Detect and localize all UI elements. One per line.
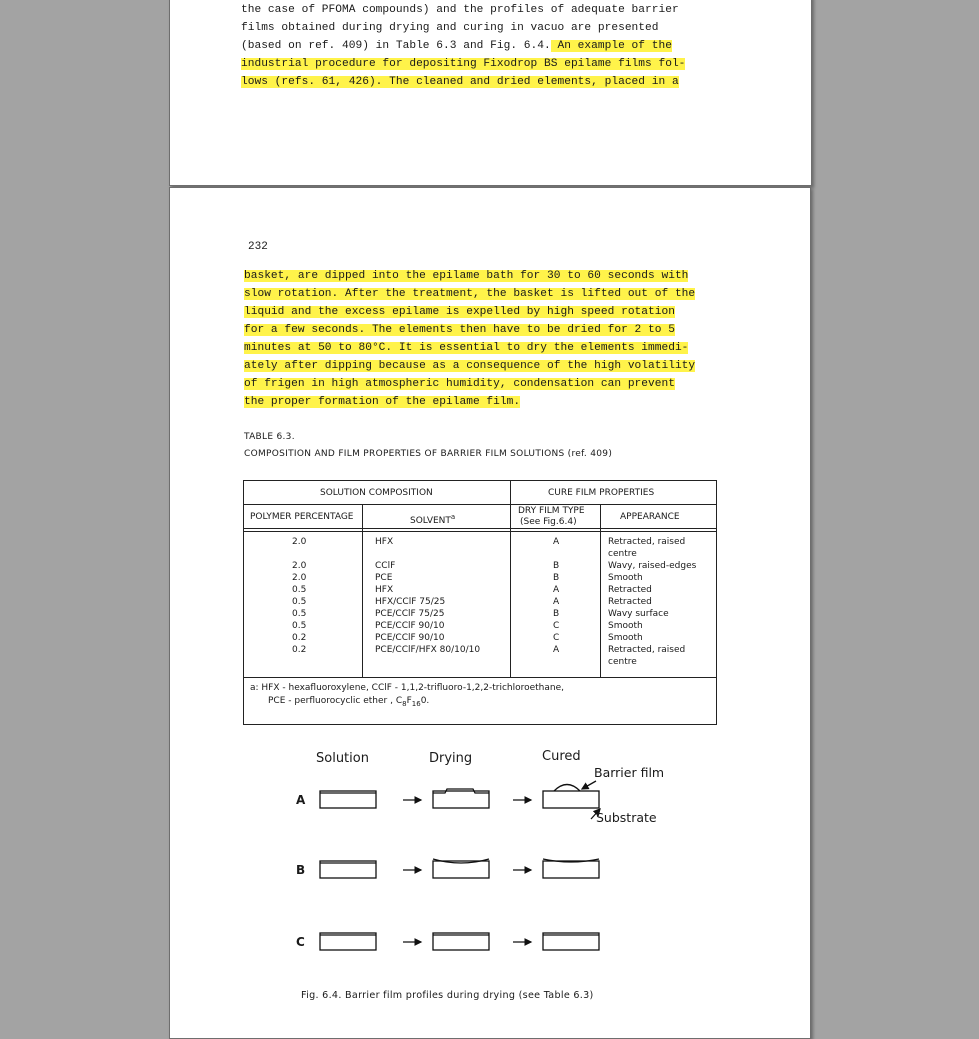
- cell-solvent: HFX: [375, 585, 394, 595]
- col-header-dry-type: DRY FILM TYPE: [518, 506, 585, 516]
- cell-solvent: PCE: [375, 573, 393, 583]
- col-header-solvent: SOLVENT$^a$: [410, 513, 456, 526]
- col-header-appearance: APPEARANCE: [620, 512, 680, 522]
- stage-label-drying: Drying: [429, 751, 473, 766]
- current-page: [169, 187, 811, 1039]
- cell-film-type: B: [553, 573, 560, 583]
- cell-film-type: A: [553, 585, 560, 595]
- text-line: the case of PFOMA compounds) and the profiles of adequate barrier: [241, 4, 679, 16]
- text-line: [241, 55, 685, 73]
- cell-solvent: PCE/CClF 75/25: [375, 609, 445, 619]
- substrate-block: [543, 861, 599, 878]
- cell-appearance: Smooth: [608, 633, 643, 643]
- cell-polymer: 0.5: [292, 585, 307, 595]
- cell-film-type: C: [553, 633, 560, 643]
- table-label: TABLE 6.3.: [244, 432, 295, 442]
- table-title: COMPOSITION AND FILM PROPERTIES OF BARRIER FILM SOLUTIONS (ref. 409): [244, 449, 613, 459]
- cell-film-type: A: [553, 537, 560, 547]
- text-line: [241, 73, 679, 91]
- cell-polymer: 2.0: [292, 573, 307, 583]
- cell-film-type: A: [553, 645, 560, 655]
- cell-solvent: PCE/CClF/HFX 80/10/10: [375, 645, 481, 655]
- table-footnote-2: PCE - perfluorocyclic ether , $C_8F_{16}0$.: [268, 696, 430, 708]
- data-table: [243, 480, 717, 725]
- text-line: films obtained during drying and curing in vacuo are presented: [241, 22, 659, 34]
- stage-label-cured: Cured: [542, 749, 581, 764]
- film-profile-diagram: [170, 743, 810, 1003]
- col-header-polymer: POLYMER PERCENTAGE: [250, 512, 354, 522]
- cell-film-type: C: [553, 621, 560, 631]
- substrate-block: [543, 791, 599, 808]
- group-header-cure: CURE FILM PROPERTIES: [548, 488, 655, 498]
- cell-appearance: Wavy surface: [608, 609, 669, 619]
- highlight-line: ately after dipping because as a consequence of the high volatility: [244, 360, 696, 372]
- group-header-solution: SOLUTION COMPOSITION: [320, 488, 433, 498]
- text-line: (based on ref. 409) in Table 6.3 and Fig. 6.4. An example of the: [241, 40, 672, 52]
- cell-polymer: 0.2: [292, 645, 307, 655]
- annotation-barrier-film: Barrier film: [594, 765, 665, 780]
- highlight-line: minutes at 50 to 80°C. It is essential to dry the elements immedi-: [244, 342, 689, 354]
- cell-appearance: Retracted: [608, 597, 652, 607]
- highlight: industrial procedure for depositing Fixodrop BS epilame films fol-: [241, 58, 686, 70]
- cell-appearance: Smooth: [608, 573, 643, 583]
- highlight-line: slow rotation. After the treatment, the basket is lifted out of the: [244, 288, 696, 300]
- cell-polymer: 0.2: [292, 633, 307, 643]
- highlight-line: liquid and the excess epilame is expelled by high speed rotation: [244, 306, 675, 318]
- table-footnote: a: HFX - hexafluoroxylene, CClF - 1,1,2-trifluoro-1,2,2-trichloroethane,: [250, 683, 565, 693]
- cell-solvent: HFX: [375, 537, 394, 547]
- cell-film-type: B: [553, 561, 560, 571]
- cell-appearance: Retracted, raised centre: [608, 537, 686, 559]
- cell-appearance: Retracted, raised centre: [608, 645, 686, 667]
- annotation-substrate: Substrate: [596, 810, 657, 825]
- highlight-line: for a few seconds. The elements then have to be dried for 2 to 5: [244, 324, 675, 336]
- col-header-dry-type-ref: (See Fig.6.4): [520, 517, 577, 527]
- cell-film-type: B: [553, 609, 560, 619]
- previous-page: [169, 0, 812, 186]
- highlight: An example of the: [550, 40, 672, 52]
- highlight-line: basket, are dipped into the epilame bath for 30 to 60 seconds with: [244, 270, 689, 282]
- cell-solvent: CClF: [375, 561, 396, 571]
- cell-film-type: A: [553, 597, 560, 607]
- cell-appearance: Smooth: [608, 621, 643, 631]
- figure-6-4: [170, 743, 810, 1003]
- row-label-b: B: [296, 863, 306, 877]
- highlight: lows (refs. 61, 426). The cleaned and dried elements, placed in a: [241, 76, 679, 88]
- row-label-a: A: [296, 793, 306, 807]
- cell-polymer: 0.5: [292, 621, 307, 631]
- highlight-line: the proper formation of the epilame film.: [244, 396, 521, 408]
- cell-appearance: Wavy, raised-edges: [608, 561, 697, 571]
- cell-polymer: 2.0: [292, 537, 307, 547]
- stage-label-solution: Solution: [316, 751, 369, 766]
- cell-polymer: 0.5: [292, 609, 307, 619]
- cell-appearance: Retracted: [608, 585, 652, 595]
- cell-polymer: 2.0: [292, 561, 307, 571]
- cell-solvent: PCE/CClF 90/10: [375, 633, 445, 643]
- highlight-line: of frigen in high atmospheric humidity, condensation can prevent: [244, 378, 675, 390]
- cell-polymer: 0.5: [292, 597, 307, 607]
- row-label-c: C: [296, 935, 305, 949]
- page-number: 232: [248, 241, 268, 253]
- cell-solvent: HFX/CClF 75/25: [375, 597, 446, 607]
- cell-solvent: PCE/CClF 90/10: [375, 621, 445, 631]
- figure-caption: Fig. 6.4. Barrier film profiles during drying (see Table 6.3): [301, 990, 594, 1001]
